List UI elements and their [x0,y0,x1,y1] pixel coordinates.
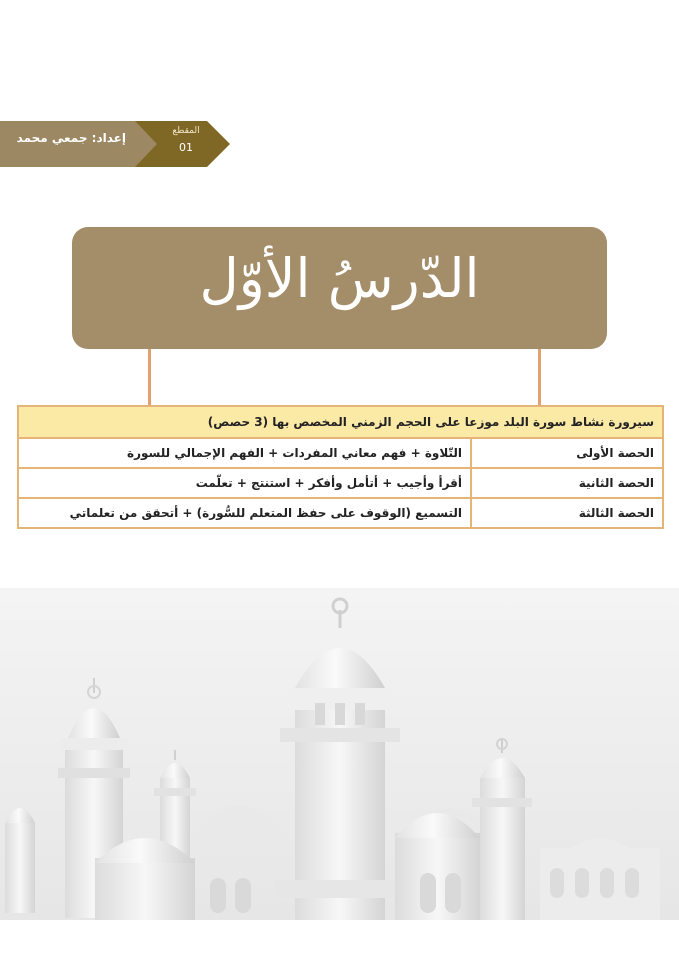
lesson-title: الدّرسُ الأوّل [199,247,480,310]
period-cell: الحصة الثالثة [471,498,663,528]
content-cell: التسميع (الوقوف على حفظ المتعلم للسُّورة) + أتحقق من تعلماتي [18,498,471,528]
connector-line-right [538,349,541,405]
section-number: 01 [179,141,193,154]
lesson-plan-table [17,405,664,529]
mosque-illustration [0,588,679,920]
table-row [18,468,663,498]
table-row [18,438,663,468]
table-heading: سيرورة نشاط سورة البلد موزعا على الحجم الزمني المخصص بها (3 حصص) [18,406,663,438]
period-cell: الحصة الأولى [471,438,663,468]
content-cell: التّلاوة + فهم معاني المفردات + الفهم الإجمالي للسورة [18,438,471,468]
content-cell: أقرأ وأجيب + أتأمل وأفكر + استنتج + تعلّمت [18,468,471,498]
period-cell: الحصة الثانية [471,468,663,498]
connector-line-left [148,349,151,405]
section-label: المقطع [172,126,200,136]
table-header-row [18,406,663,438]
author-credit: إعداد: جمعي محمد [16,131,126,145]
table-row [18,498,663,528]
